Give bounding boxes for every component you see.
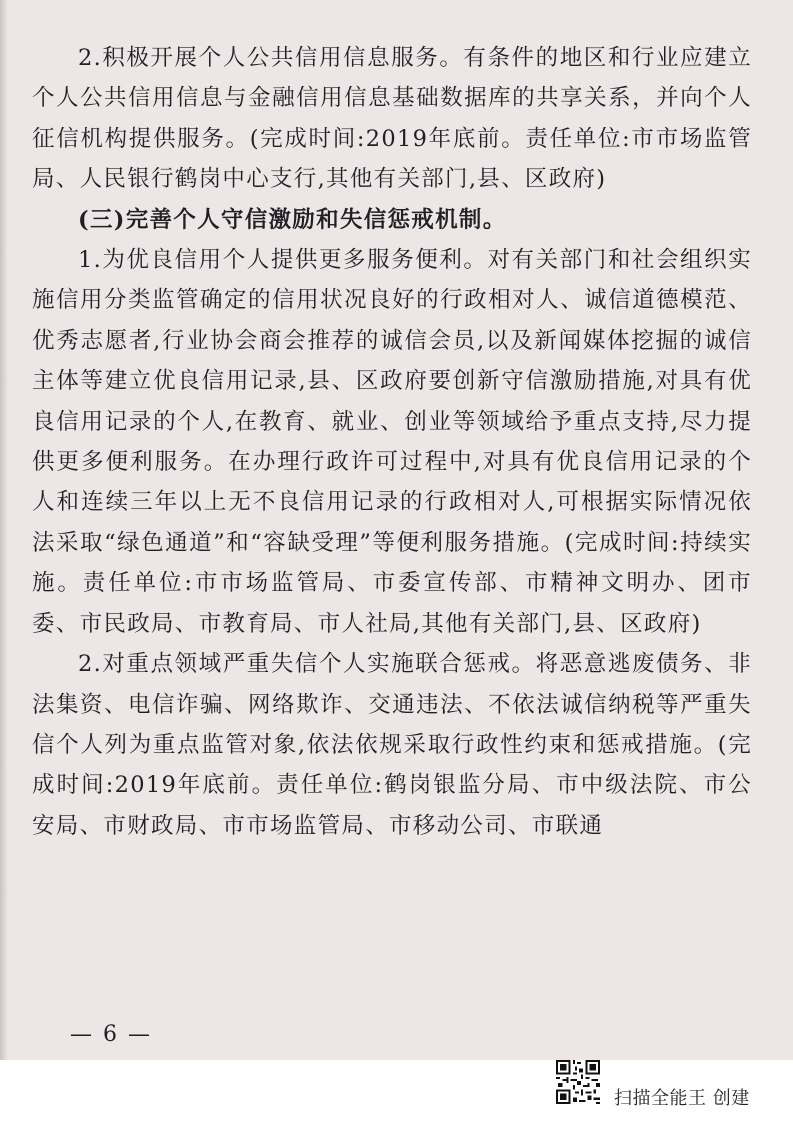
- scanner-brand-text: 扫描全能王 创建: [614, 1088, 750, 1109]
- paragraph-public-credit-service: 2.积极开展个人公共信用信息服务。有条件的地区和行业应建立个人公共信用信息与金融信用信息基础数据库的共享关系，并向个人征信机构提供服务。(完成时间:2019年底前。责任单位:市市场监管局、人民银行鹤岗中心支行,其他有关部门,县、区政府): [32, 45, 752, 193]
- section-heading-incentive-punishment: (三)完善个人守信激励和失信惩戒机制。: [78, 206, 507, 233]
- paragraph-joint-punishment: 2.对重点领域严重失信个人实施联合惩戒。将恶意逃废债务、非法集资、电信诈骗、网络欺诈、交通违法、不依法诚信纳税等严重失信个人列为重点监管对象,依法依规采取行政性约束和惩戒措施。(完成时间:2019年底前。责任单位:鹤岗银监分局、市中级法院、市公安局、市财政局、市市场监管局、市移动公司、市联通: [32, 651, 752, 839]
- qr-code-icon: [556, 1060, 600, 1104]
- paragraph-good-credit-convenience: 1.为优良信用个人提供更多服务便利。对有关部门和社会组织实施信用分类监管确定的信用状况良好的行政相对人、诚信道德模范、优秀志愿者,行业协会商会推荐的诚信会员,以及新闻媒体挖掘的诚信主体等建立优良信用记录,县、区政府要创新守信激励措施,对具有优良信用记录的个人,在教育、就业、创业等领域给予重点支持,尽力提供更多便利服务。在办理行政许可过程中,对具有优良信用记录的个人和连续三年以上无不良信用记录的行政相对人,可根据实际情况依法采取“绿色通道”和“容缺受理”等便利服务措施。(完成时间:持续实施。责任单位:市市场监管局、市委宣传部、市精神文明办、团市委、市民政局、市教育局、市人社局,其他有关部门,县、区政府): [32, 247, 752, 637]
- page-edge-shadow: [0, 0, 8, 1122]
- body-text: [32, 38, 752, 846]
- page-number: — 6 —: [70, 1022, 152, 1047]
